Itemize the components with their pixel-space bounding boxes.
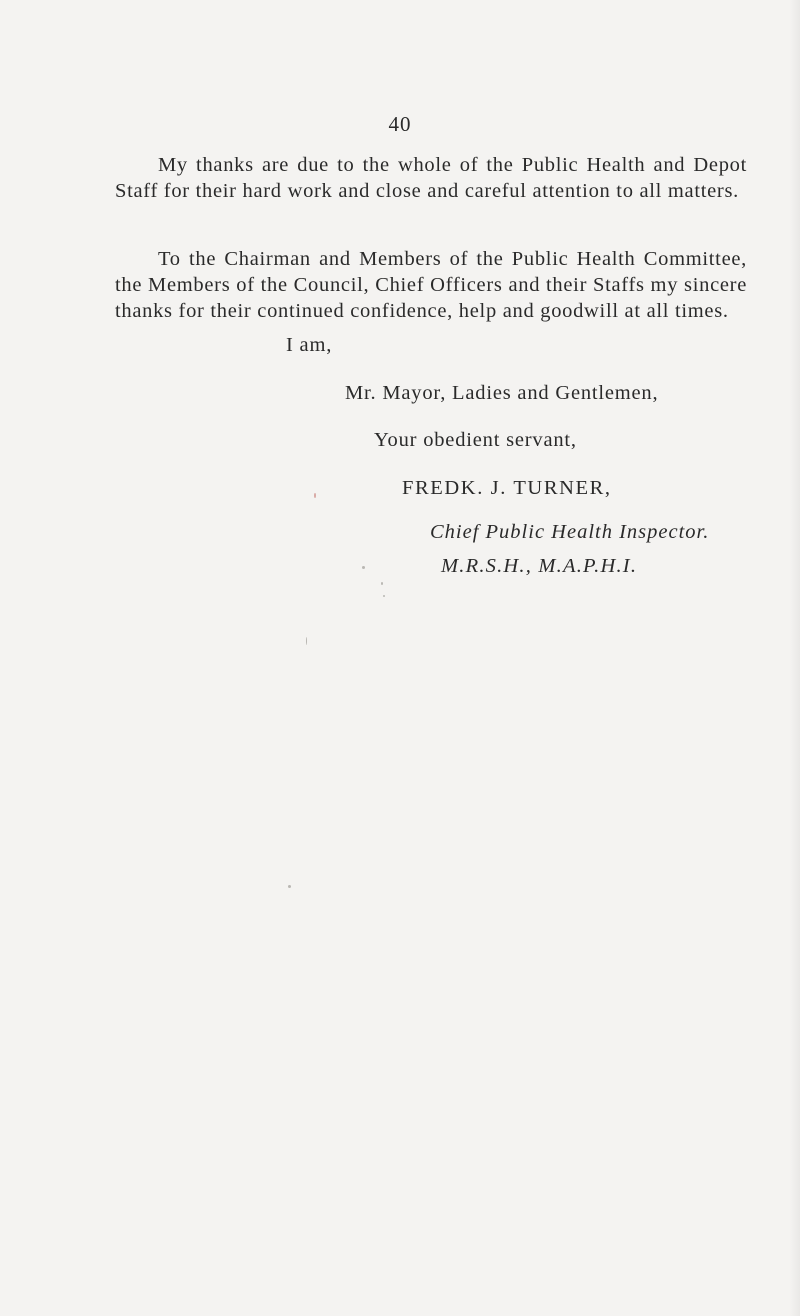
paper-speck [790,0,800,1316]
signatory-qualifications: M.R.S.H., M.A.P.H.I. [441,555,638,577]
paragraph-thanks-staff [115,152,747,204]
paragraph-thanks-committee [115,246,747,324]
paper-speck [383,595,385,597]
signatory-title: Chief Public Health Inspector. [430,521,710,543]
paper-speck [314,493,316,498]
paper-speck [381,582,383,585]
paper-speck [306,637,307,645]
valediction-line: Your obedient servant, [374,429,577,451]
paragraph-text: To the Chairman and Members of the Public Health Committee, the Members of the Council, Chief Officers and their Staffs my sincere thanks for their continued confidence, help and goodwill at all times. [115,248,747,322]
signatory-name: FREDK. J. TURNER, [402,477,612,499]
paper-speck [362,566,365,569]
page-number: 40 [388,112,412,136]
paragraph-text: My thanks are due to the whole of the Public Health and Depot Staff for their hard work and close and careful attention to all matters. [115,154,747,202]
salutation-line: Mr. Mayor, Ladies and Gentlemen, [345,382,659,404]
closing-line: I am, [286,334,333,356]
paper-speck [288,885,291,888]
